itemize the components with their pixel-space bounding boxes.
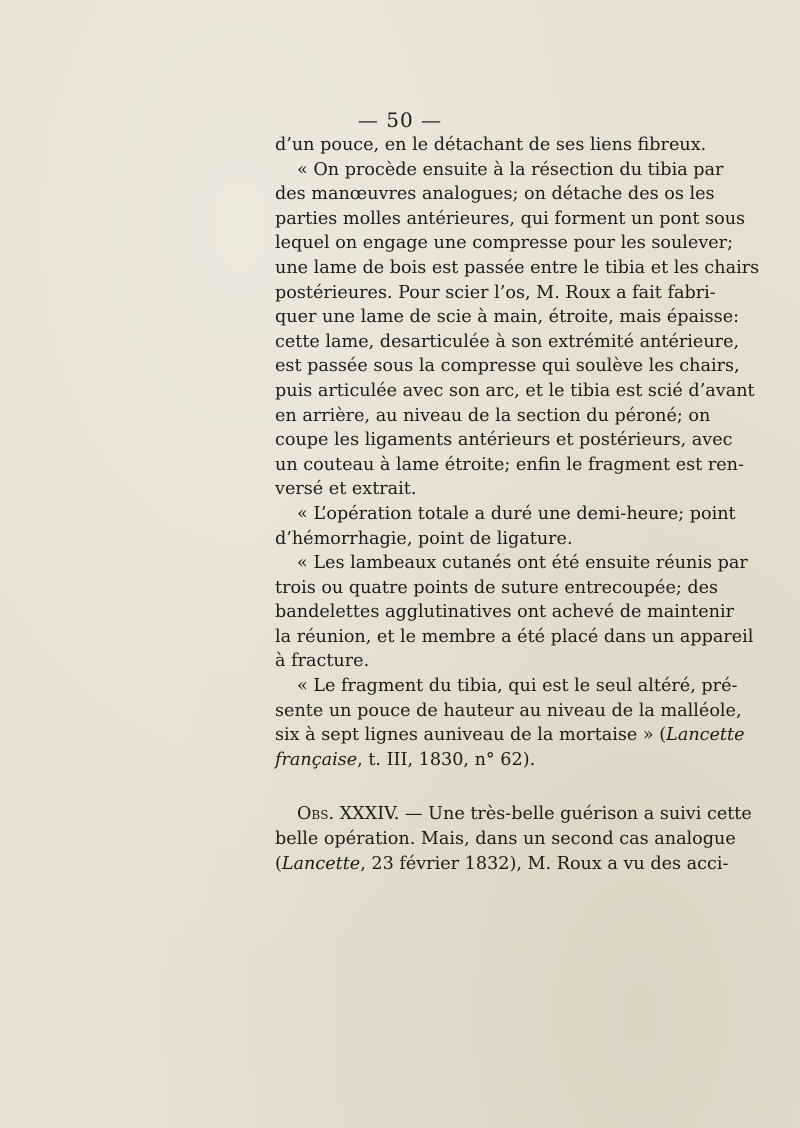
text-segment: , 23 février 1832), M. Roux a vu des acci- (360, 853, 729, 874)
text-line (275, 404, 711, 429)
text-line (275, 305, 740, 330)
text-line (275, 551, 748, 576)
text-line (275, 600, 734, 625)
text-segment: est passée sous la compresse qui soulève les chairs, (275, 356, 740, 377)
text-line (275, 852, 729, 877)
text-segment: en arrière, au niveau de la section du péroné; on (275, 405, 711, 426)
text-line (275, 527, 703, 552)
text-line (275, 182, 715, 207)
text-line (275, 207, 746, 232)
page-number: — 50 — (357, 108, 443, 132)
text-line (275, 699, 742, 724)
text-segment: cette lame, desarticulée à son extrémité antérieure, (275, 331, 740, 352)
text-segment: bandelettes agglutinatives ont achevé de maintenir (275, 602, 734, 623)
text-line (275, 477, 703, 502)
text-segment: « Le fragment du tibia, qui est le seul altéré, pré- (297, 676, 738, 697)
text-segment: puis articulée avec son arc, et le tibia est scié d’avant (275, 380, 755, 401)
text-line (275, 649, 703, 674)
text-segment: quer une lame de scie à main, étroite, mais épaisse: (275, 307, 740, 328)
text-segment: six à sept lignes auniveau de la mortaise » ( (275, 725, 667, 746)
text-line (275, 625, 754, 650)
text-line (275, 748, 703, 773)
text-line (275, 502, 736, 527)
text-segment: « On procède ensuite à la résection du tibia par (297, 159, 724, 180)
text-line (275, 827, 736, 852)
text-line (275, 379, 755, 404)
text-line (275, 256, 760, 281)
text-segment: , t. III, 1830, n° 62). (357, 749, 536, 770)
text-line (275, 428, 733, 453)
paragraph-gap (275, 772, 703, 802)
text-segment: d’un pouce, en le détachant de ses liens fibreux. (275, 135, 707, 155)
text-segment: à fracture. (275, 651, 370, 672)
text-segment: un couteau à lame étroite; enfin le fragment est ren- (275, 454, 744, 475)
text-segment: parties molles antérieures, qui forment un pont sous (275, 208, 746, 229)
text-segment: d’hémorrhagie, point de ligature. (275, 528, 573, 549)
text-line (275, 158, 724, 183)
text-line (275, 354, 740, 379)
text-segment: « Les lambeaux cutanés ont été ensuite réunis par (297, 553, 748, 574)
text-segment: versé et extrait. (275, 479, 417, 500)
text-line (275, 231, 734, 256)
text-segment: lequel on engage une compresse pour les soulever; (275, 233, 734, 254)
text-segment: ( (275, 853, 282, 874)
text-segment: — Une très-belle guérison a suivi cette (399, 804, 752, 825)
text-segment: trois ou quatre points de suture entrecoupée; des (275, 577, 719, 598)
text-segment: sente un pouce de hauteur au niveau de la malléole, (275, 700, 742, 721)
small-caps-text: Obs. XXXIV. (297, 804, 400, 825)
text-line (275, 576, 719, 601)
body-text (275, 133, 760, 876)
text-segment: une lame de bois est passée entre le tibia et les chairs (275, 257, 760, 278)
text-segment: des manœuvres analogues; on détache des os les (275, 184, 715, 205)
text-line (275, 802, 752, 827)
italic-text: Lancette (281, 853, 361, 874)
text-line (275, 133, 707, 158)
text-line (275, 281, 716, 306)
text-segment: « L’opération totale a duré une demi-heure; point (297, 503, 736, 524)
text-line (275, 453, 744, 478)
text-line (275, 330, 740, 355)
text-line (275, 723, 745, 748)
italic-text: Lancette (666, 725, 745, 746)
text-segment: belle opération. Mais, dans un second cas analogue (275, 829, 736, 850)
italic-text: française (275, 749, 358, 770)
text-segment: postérieures. Pour scier l’os, M. Roux a fait fabri- (275, 282, 716, 303)
text-segment: coupe les ligaments antérieurs et postérieurs, avec (275, 430, 733, 451)
text-segment: la réunion, et le membre a été placé dans un appareil (275, 626, 754, 647)
text-line (275, 674, 738, 699)
